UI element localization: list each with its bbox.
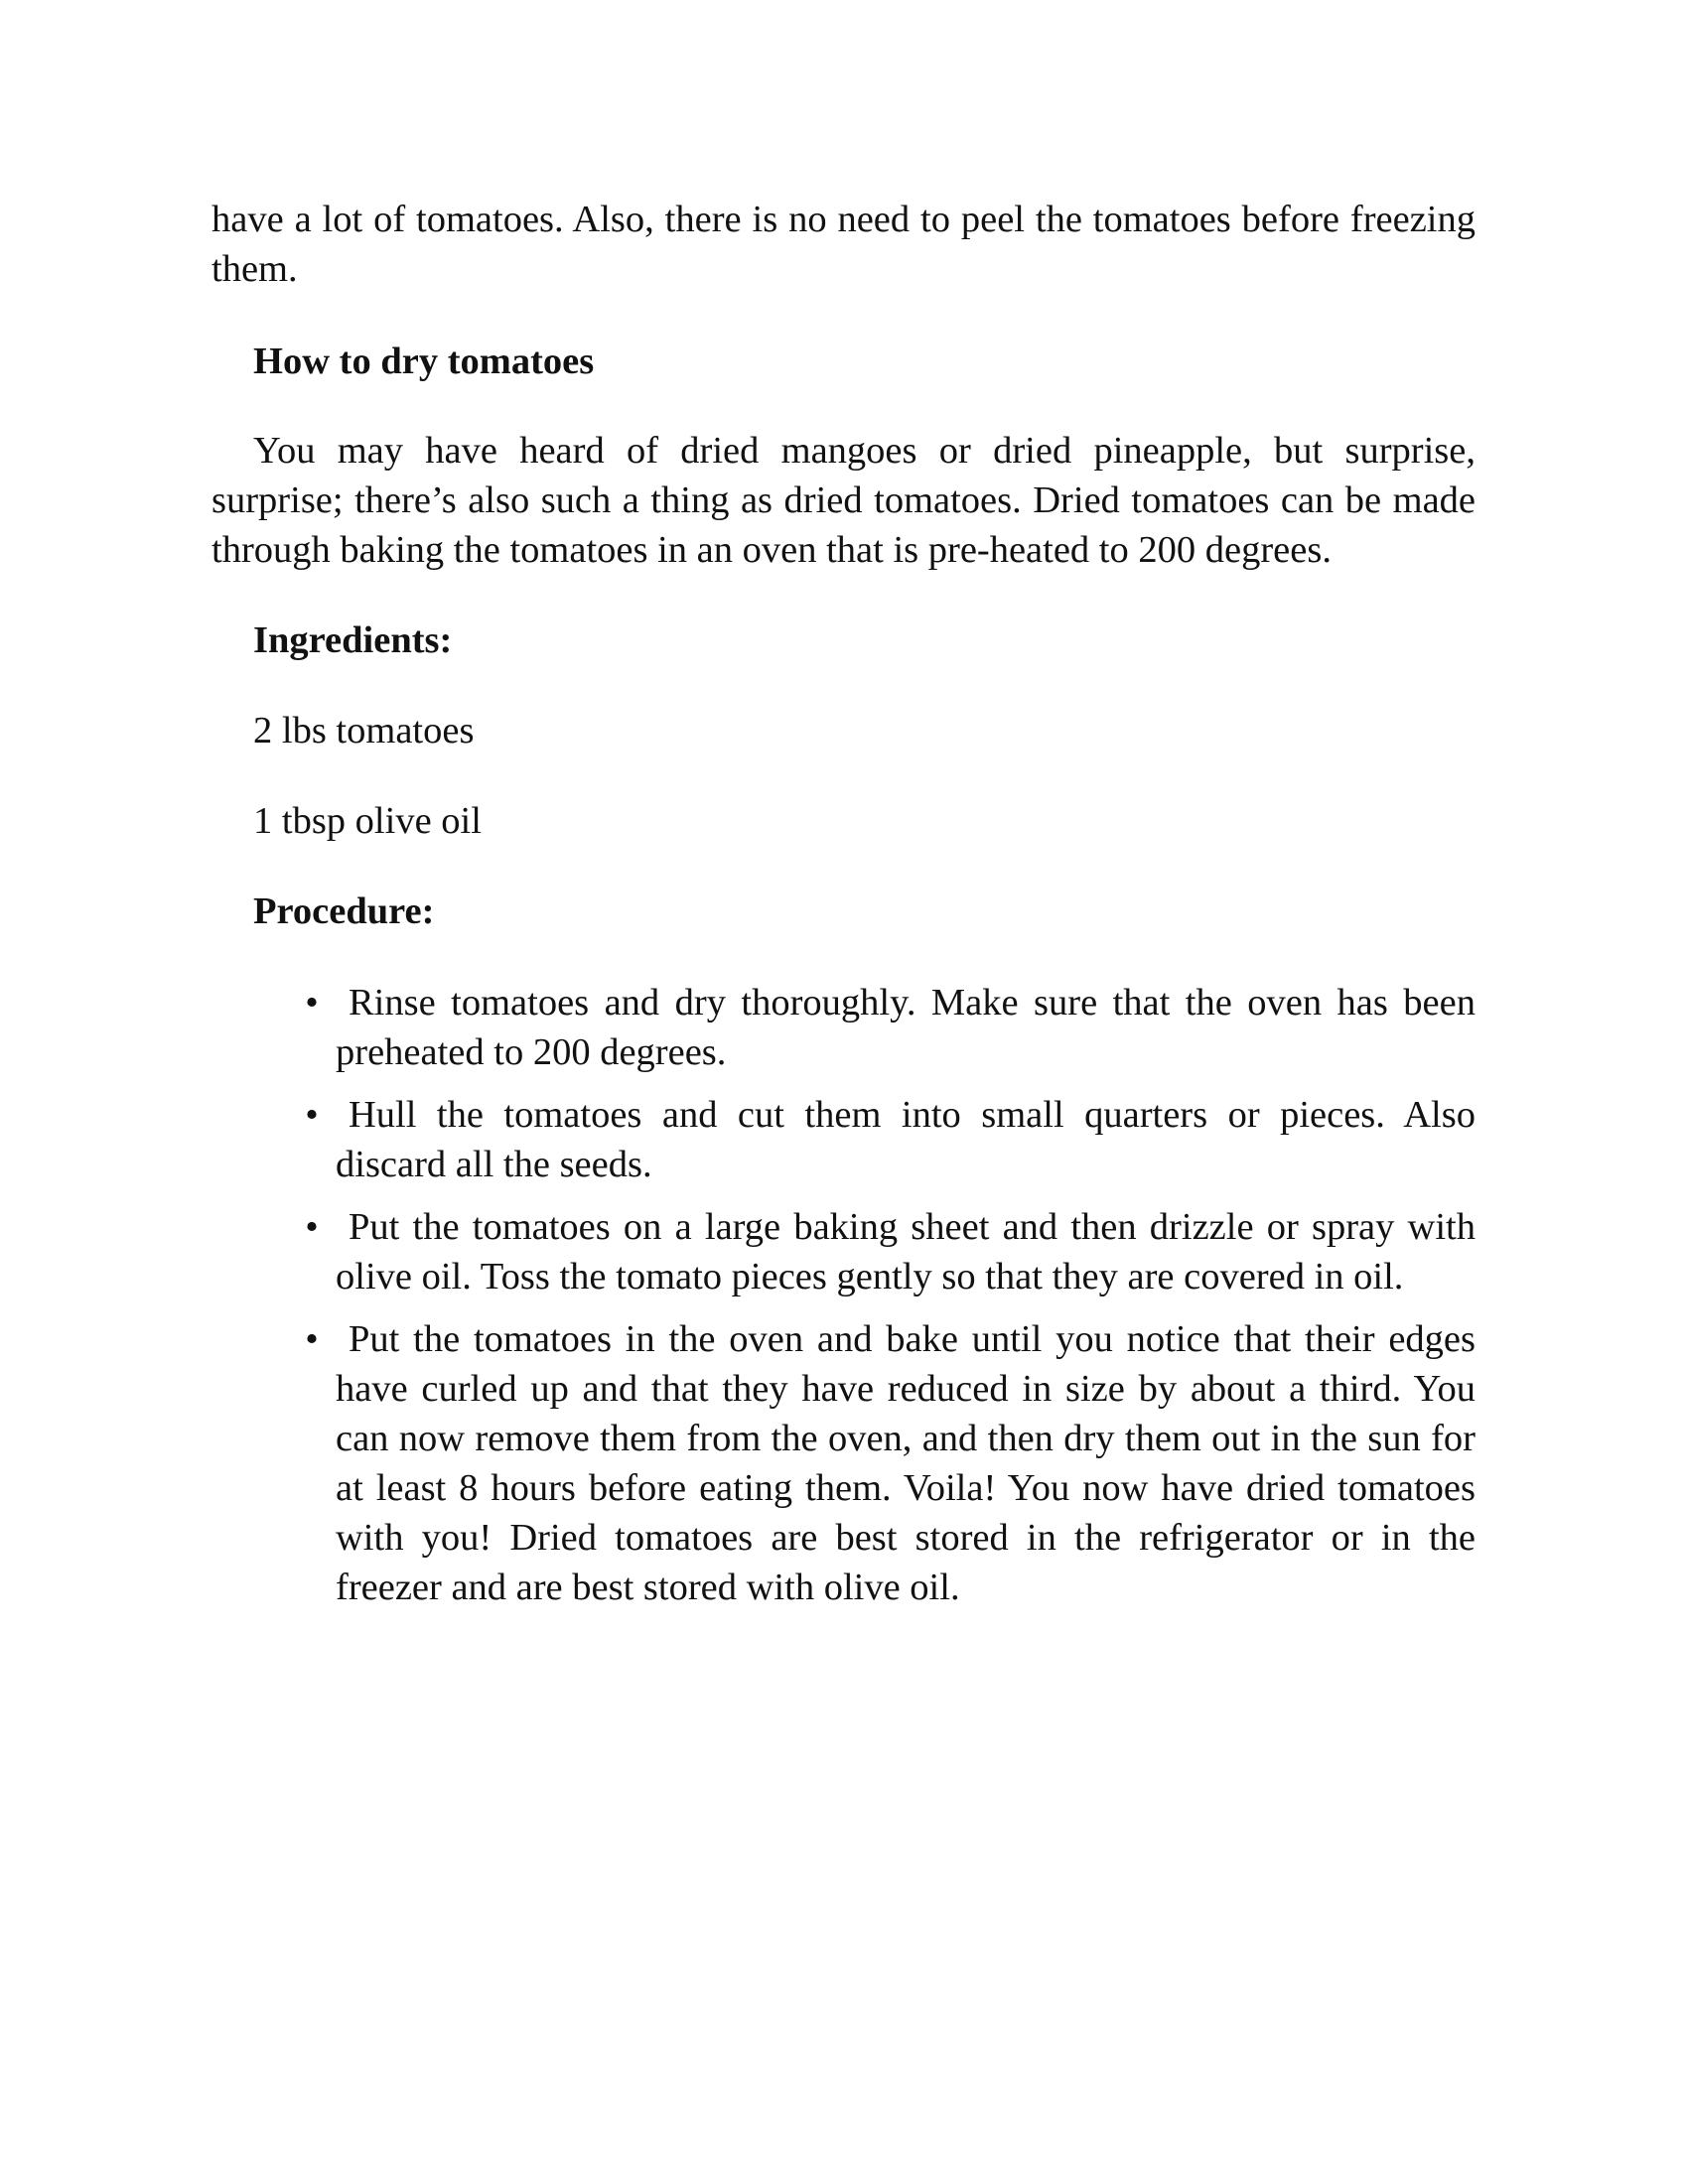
bullet-icon: • <box>305 1094 319 1136</box>
procedure-heading: Procedure: <box>253 890 435 932</box>
procedure-step <box>305 978 1476 1077</box>
ingredient-item: 1 tbsp olive oil <box>253 800 482 842</box>
procedure-list <box>211 978 1476 1612</box>
procedure-step-text: Hull the tomatoes and cut them into small quarters or pieces. Also discard all the seeds. <box>336 1094 1476 1185</box>
procedure-step <box>305 1314 1476 1612</box>
bullet-icon: • <box>305 1206 319 1248</box>
bullet-icon: • <box>305 1318 319 1360</box>
ingredient-item: 2 lbs tomatoes <box>253 710 475 751</box>
procedure-step-text: Put the tomatoes on a large baking sheet and then drizzle or spray with olive oil. Toss the tomato pieces gently so that they are covered in oil. <box>336 1206 1476 1297</box>
procedure-step <box>305 1090 1476 1189</box>
ingredients-heading: Ingredients: <box>253 619 453 661</box>
document-page <box>211 195 1476 1625</box>
procedure-step <box>305 1202 1476 1301</box>
procedure-step-text: Put the tomatoes in the oven and bake until you notice that their edges have curled up and that they have reduced in size by about a third. You can now remove them from the oven, and then dry them out in the sun for at least 8 hours before eating them. Voila! You now have dried tomatoes with you! Dried tomatoes are best stored in the refrigerator or in the freezer and are best stored with olive oil. <box>336 1318 1476 1608</box>
section-paragraph: You may have heard of dried mangoes or dried pineapple, but surprise, surprise; there’s also such a thing as dried tomatoes. Dried tomatoes can be made through baking the tomatoes in an oven that is pre-heated to 200 degrees. <box>211 430 1476 571</box>
intro-continuation-paragraph: have a lot of tomatoes. Also, there is no need to peel the tomatoes before freezing them. <box>211 199 1476 290</box>
section-heading: How to dry tomatoes <box>253 341 595 382</box>
procedure-step-text: Rinse tomatoes and dry thoroughly. Make sure that the oven has been preheated to 200 degrees. <box>336 982 1476 1073</box>
bullet-icon: • <box>305 982 319 1024</box>
